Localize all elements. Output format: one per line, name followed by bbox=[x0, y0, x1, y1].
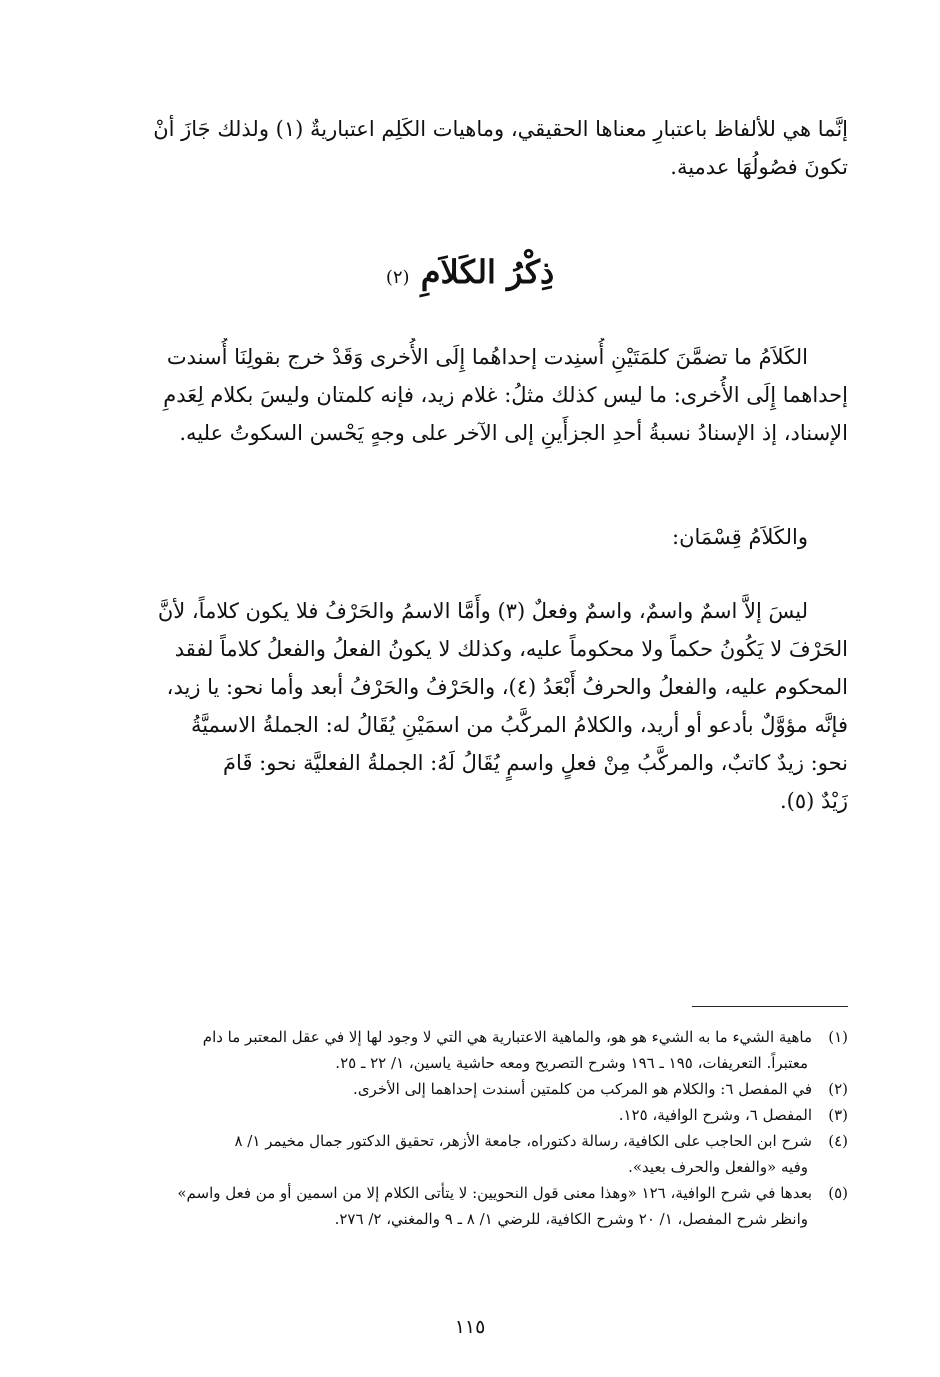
footnote-number: (١) bbox=[828, 1028, 848, 1046]
footnote-number: (٢) bbox=[828, 1080, 848, 1098]
text-line: الكَلاَمُ ما تضمَّنَ كلمَتَيْنِ أُسنِدت إحداهُما إِلَى الأُخرى وَقَدْ خرج بقولِنَا أُسندت bbox=[166, 345, 808, 369]
text-line: نحو: زيدٌ كاتبٌ، والمركَّبُ مِنْ فعلٍ واسمٍ يُقَالُ لَهُ: الجملةُ الفعليَّة نحو: قَامَ bbox=[223, 751, 848, 775]
paragraph-divisions bbox=[92, 518, 848, 556]
footnote-text: المفصل ٦، وشرح الوافية، ١٢٥. bbox=[618, 1106, 812, 1124]
footnote-line bbox=[92, 1076, 848, 1102]
text-line: إنَّما هي للألفاظ باعتبارِ معناها الحقيقي، وماهيات الكَلِم اعتباريةٌ (١) ولذلك جَازَ أنْ bbox=[153, 117, 848, 141]
footnote-line: وفيه «والفعل والحرف بعيد». bbox=[628, 1158, 808, 1176]
text-line: زَيْدٌ (٥). bbox=[779, 789, 848, 813]
footnote-line bbox=[92, 1180, 848, 1206]
footnote-line: وانظر شرح المفصل، ١/ ٢٠ وشرح الكافية، للرضي ١/ ٨ ـ ٩ والمغني، ٢/ ٢٧٦. bbox=[334, 1210, 808, 1228]
section-heading bbox=[0, 242, 940, 308]
heading-title: ذِكْرُ الكَلاَمِ bbox=[420, 253, 555, 291]
footnote-line bbox=[92, 1102, 848, 1128]
paragraph-types bbox=[92, 592, 848, 820]
footnote-number: (٥) bbox=[828, 1184, 848, 1202]
page-number: ١١٥ bbox=[454, 1316, 486, 1338]
footnotes bbox=[92, 1024, 848, 1232]
footnote-line bbox=[92, 1128, 848, 1154]
intro-paragraph bbox=[92, 110, 848, 186]
text-line: المحكوم عليه، والفعلُ والحرفُ أَبْعَدُ (٤)، والحَرْفُ والحَرْفُ أبعد وأما نحو: يا زيد، bbox=[166, 675, 848, 699]
text-line: فإنَّه مؤوَّلٌ بأدعو أو أريد، والكلامُ المركَّبُ من اسمَيْنِ يُقَالُ له: الجملةُ الاسميَّةُ bbox=[190, 713, 848, 737]
text-line: ليسَ إلاَّ اسمٌ واسمٌ، واسمٌ وفعلٌ (٣) وأَمَّا الاسمُ والحَرْفُ فلا يكون كلاماً، لأنَّ bbox=[157, 599, 808, 623]
text-line: تكونَ فصُولُهَا عدمية. bbox=[670, 155, 848, 179]
text-line: الحَرْفَ لا يَكُونُ حكماً ولا محكوماً عليه، وكذلك لا يكونُ الفعلُ والفعلُ كلاماً لفقد bbox=[174, 637, 848, 661]
footnote-ref: (٢) bbox=[385, 267, 410, 288]
footnote-text: بعدها في شرح الوافية، ١٢٦ «وهذا معنى قول النحويين: لا يتأتى الكلام إلا من اسمين أو من فعل واسم» bbox=[177, 1184, 812, 1202]
text-line: الإسناد، إذ الإسنادُ نسبةُ أحدِ الجزأَينِ إلى الآخر على وجهٍ يَحْسن السكوتُ عليه. bbox=[179, 421, 848, 445]
text-line: إحداهما إِلَى الأُخرى: ما ليس كذلك مثلُ: غلام زيد، فإنه كلمتان وليسَ بكلام لِعَدمِ bbox=[163, 383, 848, 407]
text-line: والكَلاَمُ قِسْمَان: bbox=[672, 525, 808, 549]
footnote-line bbox=[92, 1024, 848, 1050]
footnote-text: ماهية الشيء ما به الشيء هو هو، والماهية الاعتبارية هي التي لا وجود لها إلا في عقل المعتبر ما دام bbox=[202, 1028, 812, 1046]
footnote-separator bbox=[692, 1006, 848, 1007]
footnote-text: شرح ابن الحاجب على الكافية، رسالة دكتوراه، جامعة الأزهر، تحقيق الدكتور جمال مخيمر ١/ ٨ bbox=[234, 1132, 812, 1150]
footnote-number: (٤) bbox=[828, 1132, 848, 1150]
footnote-line: معتبراً. التعريفات، ١٩٥ ـ ١٩٦ وشرح التصريح ومعه حاشية ياسين، ١/ ٢٢ ـ ٢٥. bbox=[335, 1054, 808, 1072]
footnote-number: (٣) bbox=[828, 1106, 848, 1124]
footnote-text: في المفصل ٦: والكلام هو المركب من كلمتين أسندت إحداهما إلى الأخرى. bbox=[353, 1080, 812, 1098]
paragraph-definition bbox=[92, 338, 848, 452]
